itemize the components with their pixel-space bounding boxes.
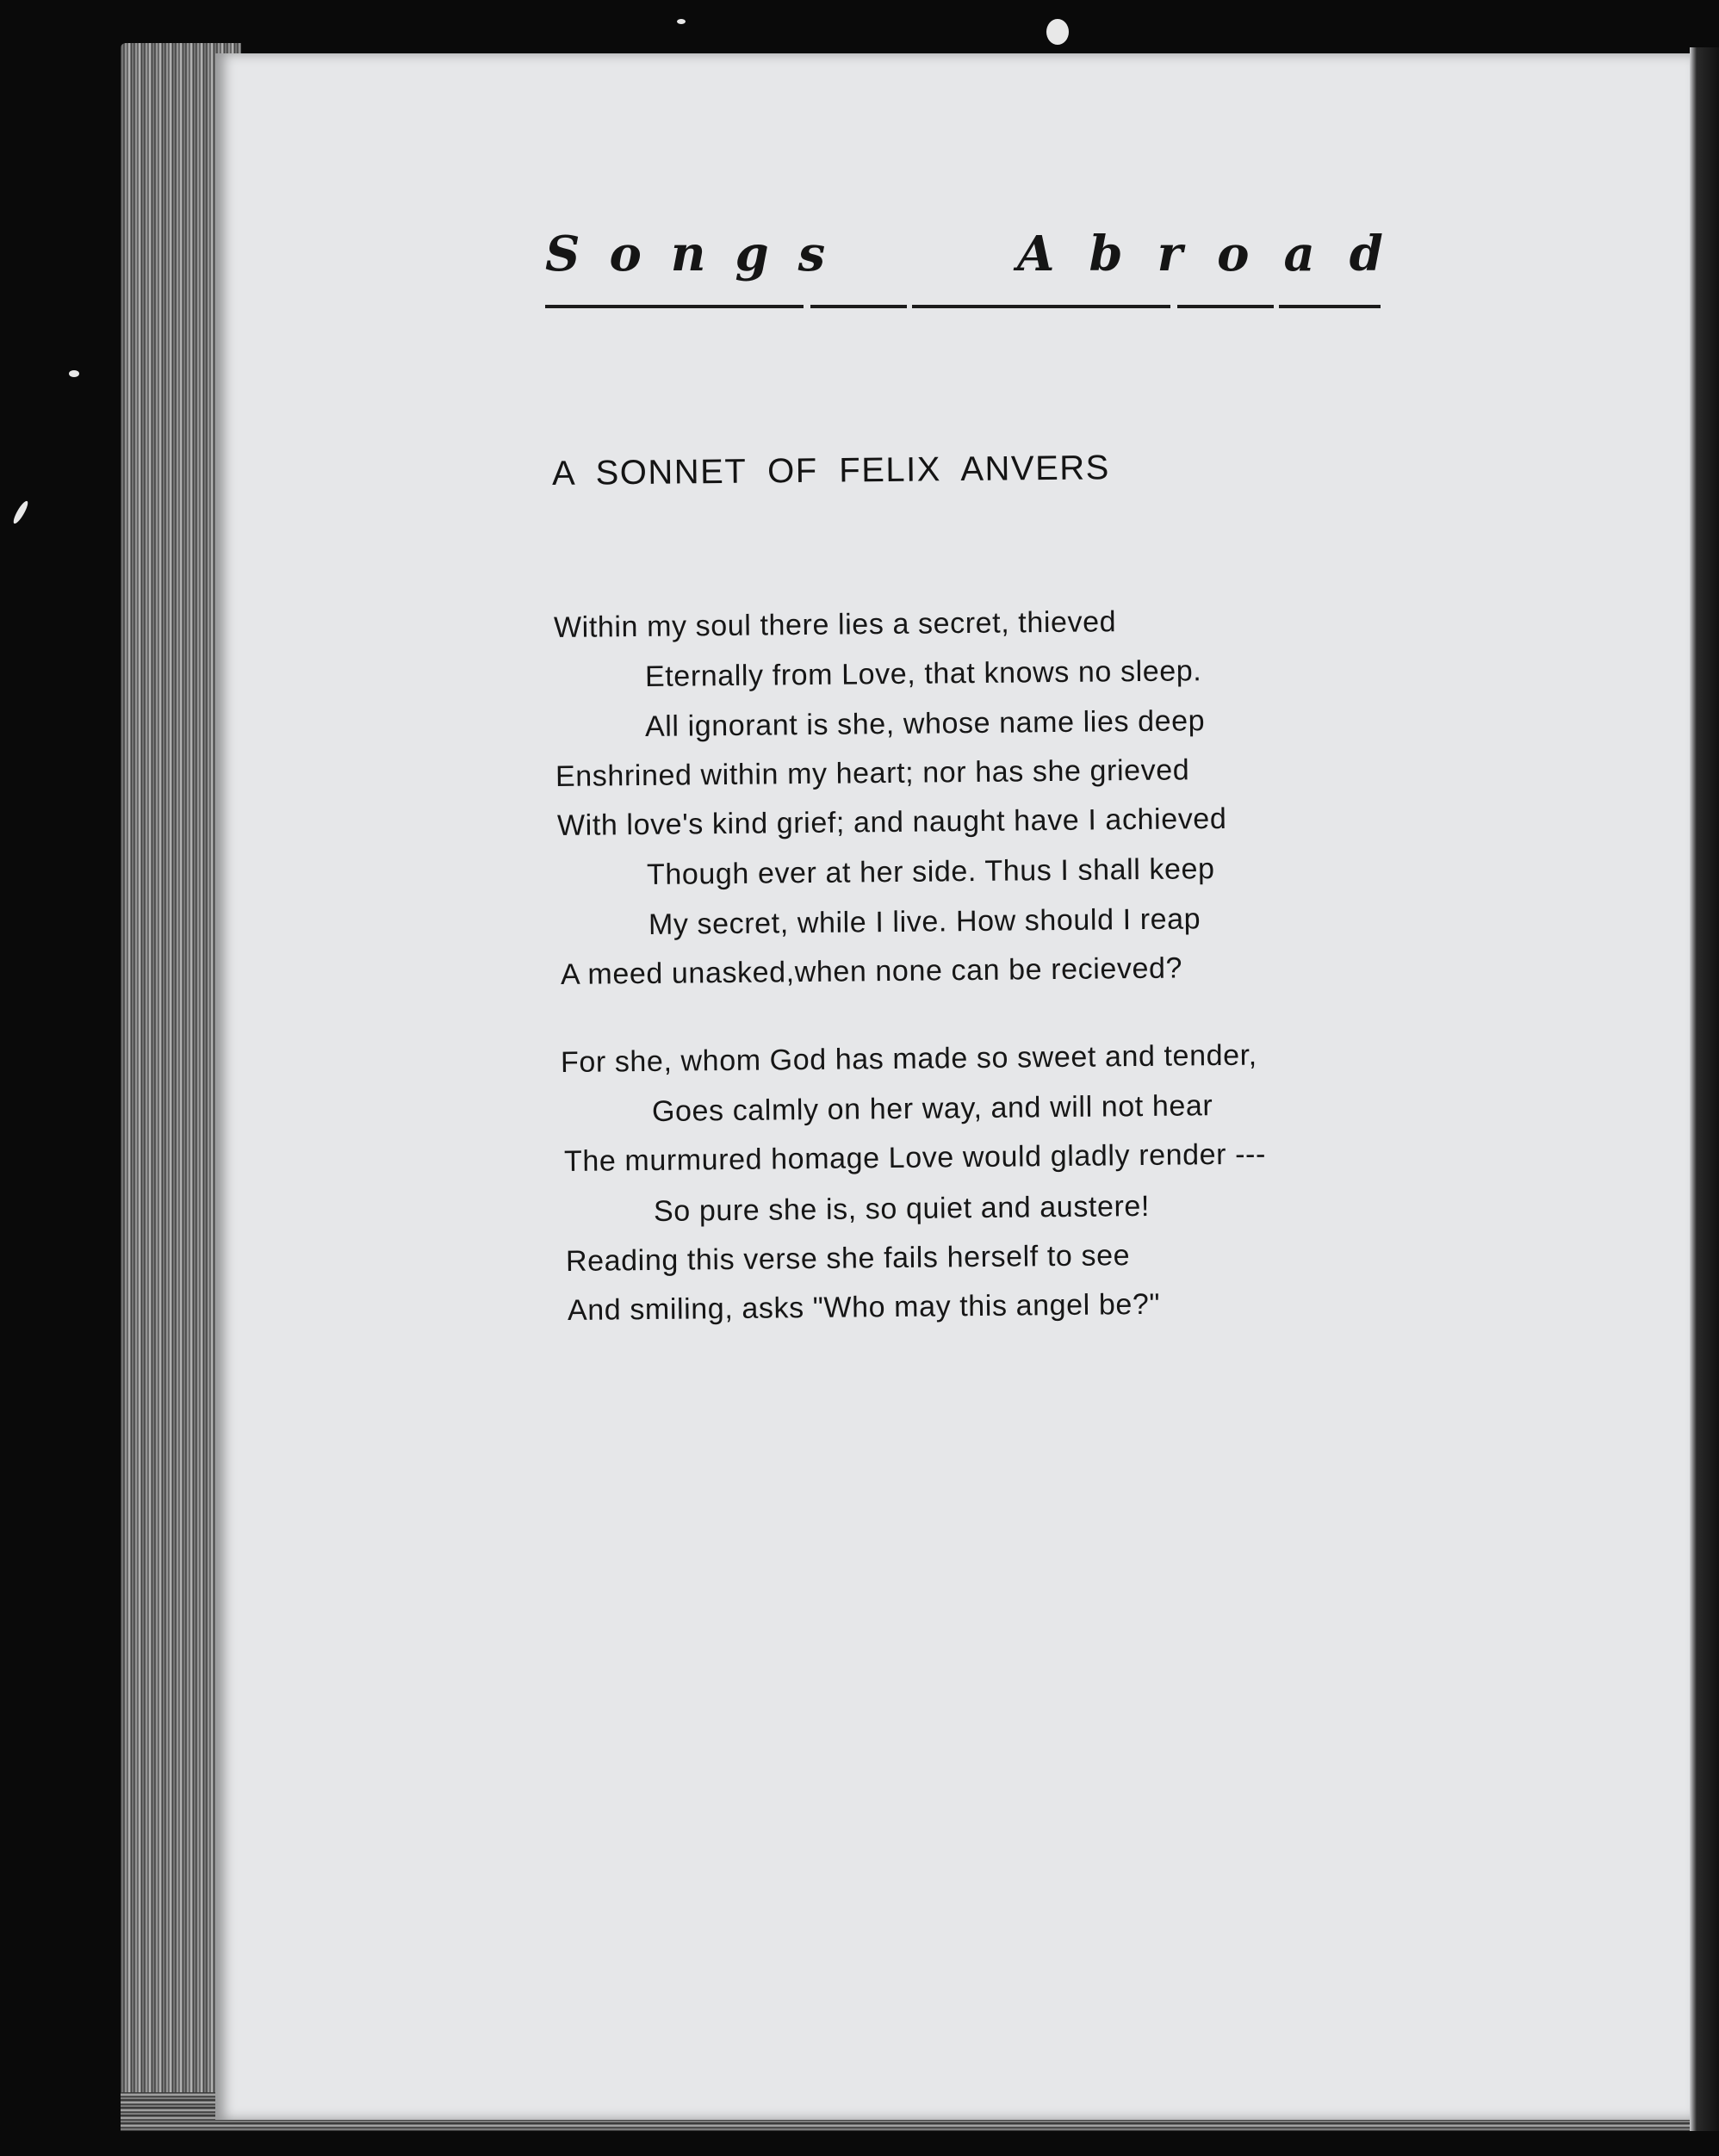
poem-line: With love's kind grief; and naught have I achieved [556, 802, 1227, 842]
running-head-word-songs: Songs [545, 226, 855, 282]
poem-line: Goes calmly on her way, and will not hear [651, 1089, 1213, 1128]
poem-line: My secret, while I live. How should I reap [648, 902, 1201, 941]
poem-line: So pure she is, so quiet and austere! [653, 1189, 1151, 1228]
poem-line: Reading this verse she fails herself to see [565, 1239, 1131, 1278]
poem-line: Enshrined within my heart; nor has she grieved [555, 753, 1190, 793]
poem-line: Though ever at her side. Thus I shall keep [646, 852, 1215, 891]
poem-line: For she, whom God has made so sweet and tender, [560, 1038, 1257, 1079]
poem-line: Eternally from Love, that knows no sleep. [644, 654, 1202, 693]
poem-title: A SONNET OF FELIX ANVERS [551, 449, 1111, 493]
poem-line: And smiling, asks "Who may this angel be?" [567, 1287, 1161, 1327]
running-head-word-abroad: Abroad [1017, 226, 1418, 282]
poem-line: All ignorant is she, whose name lies deep [644, 704, 1206, 743]
poem-line: A meed unasked,when none can be recieved? [560, 951, 1183, 991]
poem-line: The murmured homage Love would gladly render --- [563, 1137, 1267, 1178]
poem-line: Within my soul there lies a secret, thieved [553, 605, 1117, 644]
